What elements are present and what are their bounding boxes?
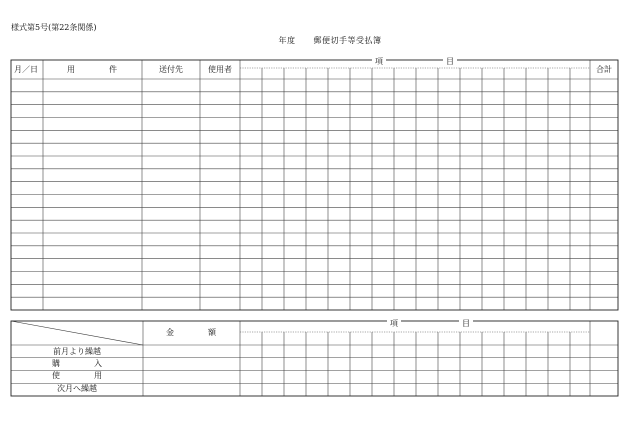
summary-table: [11, 318, 618, 396]
row-label-carry-out: 次月へ繰越: [57, 384, 97, 393]
row-label-purchase-1: 購: [52, 359, 60, 368]
header-user: 使用者: [208, 65, 232, 74]
row-label-carry-in: 前月より繰越: [53, 347, 101, 356]
summary-header-item-2: 目: [462, 319, 470, 328]
ledger-columns: [43, 60, 590, 310]
form-number-label: 様式第5号(第22条関係): [11, 23, 97, 32]
ledger-table-border: [11, 60, 618, 310]
header-subject-1: 用: [67, 65, 75, 74]
row-label-use-2: 用: [94, 371, 102, 380]
header-amount-2: 額: [208, 328, 216, 337]
header-total: 合計: [596, 65, 612, 74]
ledger-rows: [11, 79, 618, 297]
header-date: 月／日: [14, 65, 38, 74]
title-main: 郵便切手等受払簿: [313, 36, 382, 45]
header-amount-1: 金: [166, 328, 174, 337]
ledger-table: [11, 57, 618, 310]
header-destination: 送付先: [159, 65, 183, 74]
summary-header-item-1: 項: [390, 319, 398, 328]
row-label-purchase-2: 入: [94, 359, 102, 368]
header-subject-2: 件: [109, 65, 117, 74]
title-year: 年度: [278, 36, 296, 45]
row-label-use-1: 使: [52, 371, 60, 380]
summary-diagonal-line: [11, 321, 143, 345]
summary-rows: [11, 345, 618, 383]
header-item-1: 項: [375, 57, 383, 66]
header-item-2: 目: [446, 57, 454, 66]
